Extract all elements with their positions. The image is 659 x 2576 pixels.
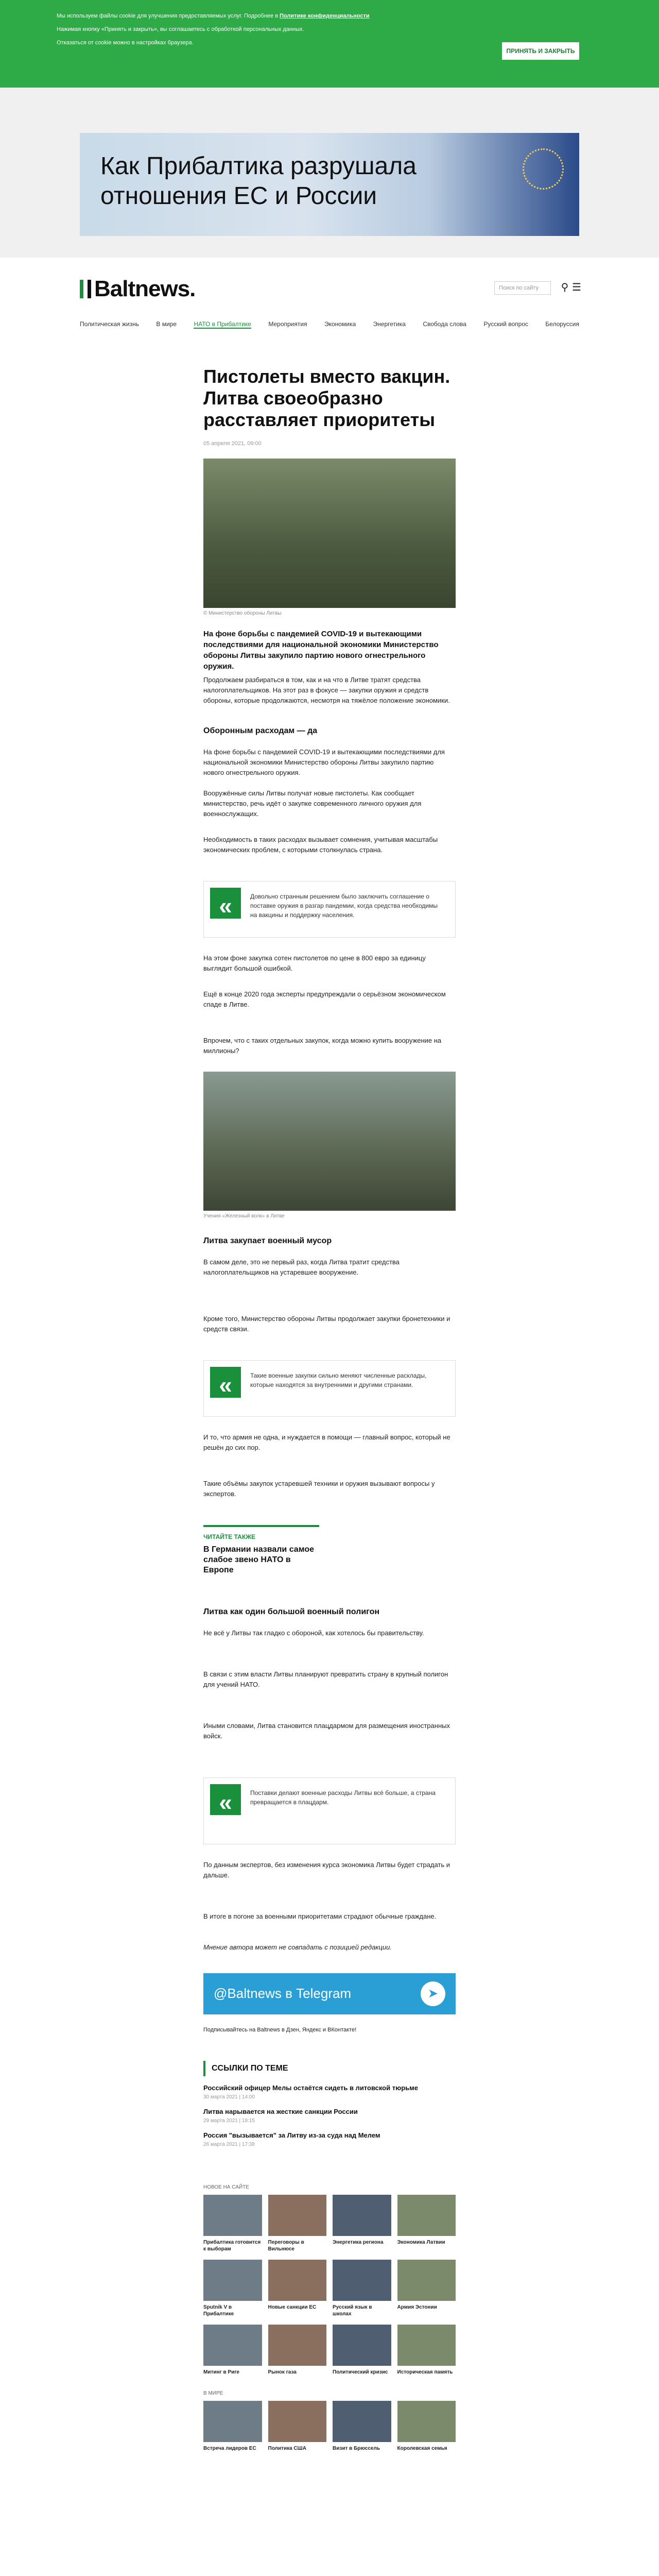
news-card-image[interactable]	[333, 2325, 391, 2366]
news-card-title[interactable]: Историческая память	[397, 2369, 453, 2375]
paragraph: Кроме того, Министерство обороны Литвы продолжает закупки бронетехники и средств связи.	[203, 1315, 450, 1333]
related-link-item[interactable]	[203, 2107, 456, 2124]
news-card[interactable]	[397, 2260, 456, 2317]
menu-icon[interactable]: ☰	[572, 282, 581, 293]
news-card-image[interactable]	[203, 2195, 262, 2236]
news-card[interactable]	[268, 2401, 327, 2452]
news-card-image[interactable]	[203, 2325, 262, 2366]
news-card-image[interactable]	[268, 2195, 327, 2236]
paragraph: На этом фоне закупка сотен пистолетов по цене в 800 евро за единицу выглядит большой ошибкой.	[203, 954, 426, 972]
quote-text: Довольно странным решением было заключить соглашение о поставке оружия в разгар пандемии, когда средства необходимы на вакцины и поддержку населения.	[250, 893, 438, 919]
news-card-image[interactable]	[333, 2260, 391, 2301]
nav-item-nato[interactable]: НАТО в Прибалтике	[194, 320, 251, 328]
nav-item-world[interactable]: В мире	[156, 320, 177, 328]
photo-caption: © Министерство обороны Литвы	[203, 611, 282, 616]
news-card-title[interactable]: Новые санкции ЕС	[268, 2304, 317, 2310]
article-date: 05 апреля 2021, 09:00	[203, 440, 262, 447]
nav-item-freedom[interactable]: Свобода слова	[423, 320, 466, 328]
news-card-image[interactable]	[268, 2401, 327, 2442]
related-label: ЧИТАЙТЕ ТАКЖЕ	[203, 1533, 256, 1540]
cookie-text-2: Нажимая кнопку «Принять и закрыть», вы соглашаетесь с обработкой персональных данных.	[57, 26, 304, 32]
privacy-link[interactable]: Политике конфиденциальности	[279, 13, 370, 19]
editorial-note: Мнение автора может не совпадать с позицией редакции.	[203, 1943, 392, 1951]
related-article[interactable]	[203, 1525, 319, 1582]
search-input[interactable]: Поиск по сайту	[494, 281, 551, 295]
news-card[interactable]	[397, 2401, 456, 2452]
news-card-image[interactable]	[203, 2260, 262, 2301]
section-heading: Литва закупает военный мусор	[203, 1236, 332, 1245]
related-link-date: 30 марта 2021 | 14:00	[203, 2094, 255, 2100]
news-card[interactable]	[397, 2325, 456, 2376]
article-photo-tank	[203, 1072, 456, 1211]
related-title[interactable]: В Германии назвали самое слабое звено НАТО в Европе	[203, 1545, 314, 1574]
nav-item-events[interactable]: Мероприятия	[268, 320, 307, 328]
news-grid-world	[203, 2401, 456, 2452]
photo-caption: Учения «Железный волк» в Литве	[203, 1213, 285, 1219]
eu-flag-icon	[523, 148, 564, 190]
paragraph: Иными словами, Литва становится плацдармом для размещения иностранных войск.	[203, 1722, 450, 1740]
nav-item-belarus[interactable]: Белоруссия	[545, 320, 579, 328]
quote-block	[203, 1360, 456, 1417]
ad-banner[interactable]	[80, 133, 579, 236]
telegram-banner[interactable]	[203, 1973, 456, 2014]
cookie-text-3: Отказаться от cookie можно в настройках браузера.	[57, 39, 194, 46]
news-card[interactable]	[203, 2260, 262, 2317]
quote-text: Поставки делают военные расходы Литвы всё больше, а страна превращается в плацдарм.	[250, 1789, 436, 1806]
search-icon[interactable]: ⚲	[561, 282, 569, 293]
related-link-date: 26 марта 2021 | 17:38	[203, 2142, 255, 2147]
telegram-icon: ➤	[421, 1981, 445, 2006]
news-card[interactable]	[203, 2401, 262, 2452]
news-card-title[interactable]: Рынок газа	[268, 2369, 297, 2375]
quote-block	[203, 881, 456, 938]
news-card-title[interactable]: Политический кризис	[333, 2369, 388, 2375]
paragraph: В связи с этим власти Литвы планируют превратить страну в крупный полигон для учений НАТО.	[203, 1670, 448, 1688]
news-card-image[interactable]	[203, 2401, 262, 2442]
section-heading: Оборонным расходам — да	[203, 726, 318, 735]
paragraph: По данным экспертов, без изменения курса экономика Литвы будет страдать и дальше.	[203, 1861, 450, 1879]
related-link-title[interactable]: Российский офицер Мелы остаётся сидеть в литовской тюрьме	[203, 2084, 418, 2092]
news-card-title[interactable]: Переговоры в Вильнюсе	[268, 2240, 304, 2252]
news-card-image[interactable]	[397, 2195, 456, 2236]
related-link-item[interactable]	[203, 2131, 456, 2147]
news-grid-label: В МИРЕ	[203, 2391, 223, 2396]
quote-icon: «	[210, 1367, 241, 1398]
news-card[interactable]	[333, 2260, 391, 2317]
paragraph: И то, что армия не одна, и нуждается в помощи — главный вопрос, который не решён до сих пор.	[203, 1433, 450, 1451]
paragraph: Продолжаем разбираться в том, как и на что в Литве тратят средства налогоплательщиков. На этот раз в фокусе — закупки оружия и средств обороны, которые продолжаются, несмотря на тяжёлое положение экономики.	[203, 676, 450, 704]
news-card-image[interactable]	[397, 2401, 456, 2442]
news-card-image[interactable]	[397, 2325, 456, 2366]
paragraph: В самом деле, это не первый раз, когда Литва тратит средства налогоплательщиков на устаревшее вооружение.	[203, 1258, 400, 1276]
ad-headline: Как Прибалтика разрушала отношения ЕС и России	[100, 152, 417, 210]
news-card-image[interactable]	[333, 2195, 391, 2236]
related-link-date: 29 марта 2021 | 18:15	[203, 2118, 255, 2124]
news-card[interactable]	[333, 2401, 391, 2452]
nav-item-energy[interactable]: Энергетика	[373, 320, 406, 328]
logo-bars-icon	[80, 280, 91, 298]
nav-item-russian[interactable]: Русский вопрос	[483, 320, 528, 328]
section-heading: Литва как один большой военный полигон	[203, 1607, 380, 1616]
article-lead: На фоне борьбы с пандемией COVID-19 и вытекающими последствиями для национальной экономики Министерство обороны Литвы закупило партию нового огнестрельного оружия.	[203, 630, 439, 671]
news-card-title[interactable]: Армия Эстонии	[397, 2304, 437, 2310]
article-photo-soldiers	[203, 459, 456, 608]
news-card-title[interactable]: Королевская семья	[397, 2446, 447, 2451]
paragraph: Необходимость в таких расходах вызывает сомнения, учитывая масштабы экономических проблем, с которыми столкнулась страна.	[203, 836, 438, 854]
news-card[interactable]	[333, 2195, 391, 2252]
news-card-title[interactable]: Экономика Латвии	[397, 2240, 445, 2245]
cookie-banner	[0, 0, 659, 88]
quote-icon: «	[210, 888, 241, 919]
logo-text: Baltnews.	[94, 276, 196, 301]
related-links	[203, 2061, 456, 2147]
paragraph: Впрочем, что с таких отдельных закупок, когда можно купить вооружение на миллионы?	[203, 1037, 442, 1055]
article-title: Пистолеты вместо вакцин. Литва своеобразно расставляет приоритеты	[203, 366, 450, 430]
subscribe-text: Подписывайтесь на Baltnews в Дзен, Яндекс и ВКонтакте!	[203, 2027, 357, 2033]
accept-cookies-button[interactable]: ПРИНЯТЬ И ЗАКРЫТЬ	[502, 42, 579, 60]
news-grid-label: НОВОЕ НА САЙТЕ	[203, 2184, 249, 2190]
news-card[interactable]	[203, 2325, 262, 2376]
news-card[interactable]	[397, 2195, 456, 2252]
paragraph: В итоге в погоне за военными приоритетами страдают обычные граждане.	[203, 1912, 437, 1920]
site-logo[interactable]	[80, 276, 195, 302]
news-card[interactable]	[268, 2195, 327, 2252]
news-card-title[interactable]: Русский язык в школах	[333, 2304, 372, 2317]
cookie-text: Мы используем файлы cookie для улучшения предоставляемых услуг. Подробнее в Политике конфиденциальности	[57, 13, 370, 19]
news-card-title[interactable]: Митинг в Риге	[203, 2369, 239, 2375]
article	[0, 350, 659, 2576]
quote-text: Такие военные закупки сильно меняют численные расклады, которые находятся за внутренними и другими странами.	[250, 1372, 427, 1388]
quote-block	[203, 1777, 456, 1844]
paragraph: На фоне борьбы с пандемией COVID-19 и вытекающими последствиями для национальной экономики Министерство обороны Литвы закупило партию нового огнестрельного оружия.	[203, 748, 445, 776]
related-link-title[interactable]: Литва нарывается на жесткие санкции России	[203, 2108, 358, 2115]
news-card-image[interactable]	[268, 2325, 327, 2366]
related-link-item[interactable]	[203, 2083, 456, 2100]
news-card[interactable]	[268, 2260, 327, 2317]
news-card-image[interactable]	[268, 2260, 327, 2301]
news-card[interactable]	[203, 2195, 262, 2252]
main-nav	[80, 320, 579, 329]
news-card-image[interactable]	[333, 2401, 391, 2442]
news-card-title[interactable]: Политика США	[268, 2446, 306, 2451]
news-card[interactable]	[333, 2325, 391, 2376]
nav-item-politics[interactable]: Политическая жизнь	[80, 320, 139, 328]
nav-item-economy[interactable]: Экономика	[324, 320, 356, 328]
paragraph: Не всё у Литвы так гладко с обороной, как хотелось бы правительству.	[203, 1629, 424, 1637]
paragraph: Вооружённые силы Литвы получат новые пистолеты. Как сообщает министерство, речь идёт о закупке современного личного оружия для военнослужащих.	[203, 789, 422, 818]
news-card-title[interactable]: Визит в Брюссель	[333, 2446, 380, 2451]
related-link-title[interactable]: Россия "вызывается" за Литву из-за суда над Мелем	[203, 2131, 380, 2139]
news-card-title[interactable]: Sputnik V в Прибалтике	[203, 2304, 234, 2317]
news-card-image[interactable]	[397, 2260, 456, 2301]
telegram-text: @Baltnews в Telegram	[214, 1986, 352, 2001]
site-header	[0, 258, 659, 350]
quote-icon: «	[210, 1784, 241, 1815]
news-card-title[interactable]: Прибалтика готовится к выборам	[203, 2240, 261, 2252]
news-card-title[interactable]: Встреча лидеров ЕС	[203, 2446, 256, 2451]
paragraph: Ещё в конце 2020 года эксперты предупреждали о серьёзном экономическом спаде в Литве.	[203, 990, 446, 1008]
paragraph: Такие объёмы закупок устаревшей техники и оружия вызывают вопросы у экспертов.	[203, 1480, 435, 1498]
related-links-header: ССЫЛКИ ПО ТЕМЕ	[203, 2061, 456, 2076]
news-grid	[203, 2195, 456, 2376]
news-card[interactable]	[268, 2325, 327, 2376]
news-card-title[interactable]: Энергетика региона	[333, 2240, 384, 2245]
